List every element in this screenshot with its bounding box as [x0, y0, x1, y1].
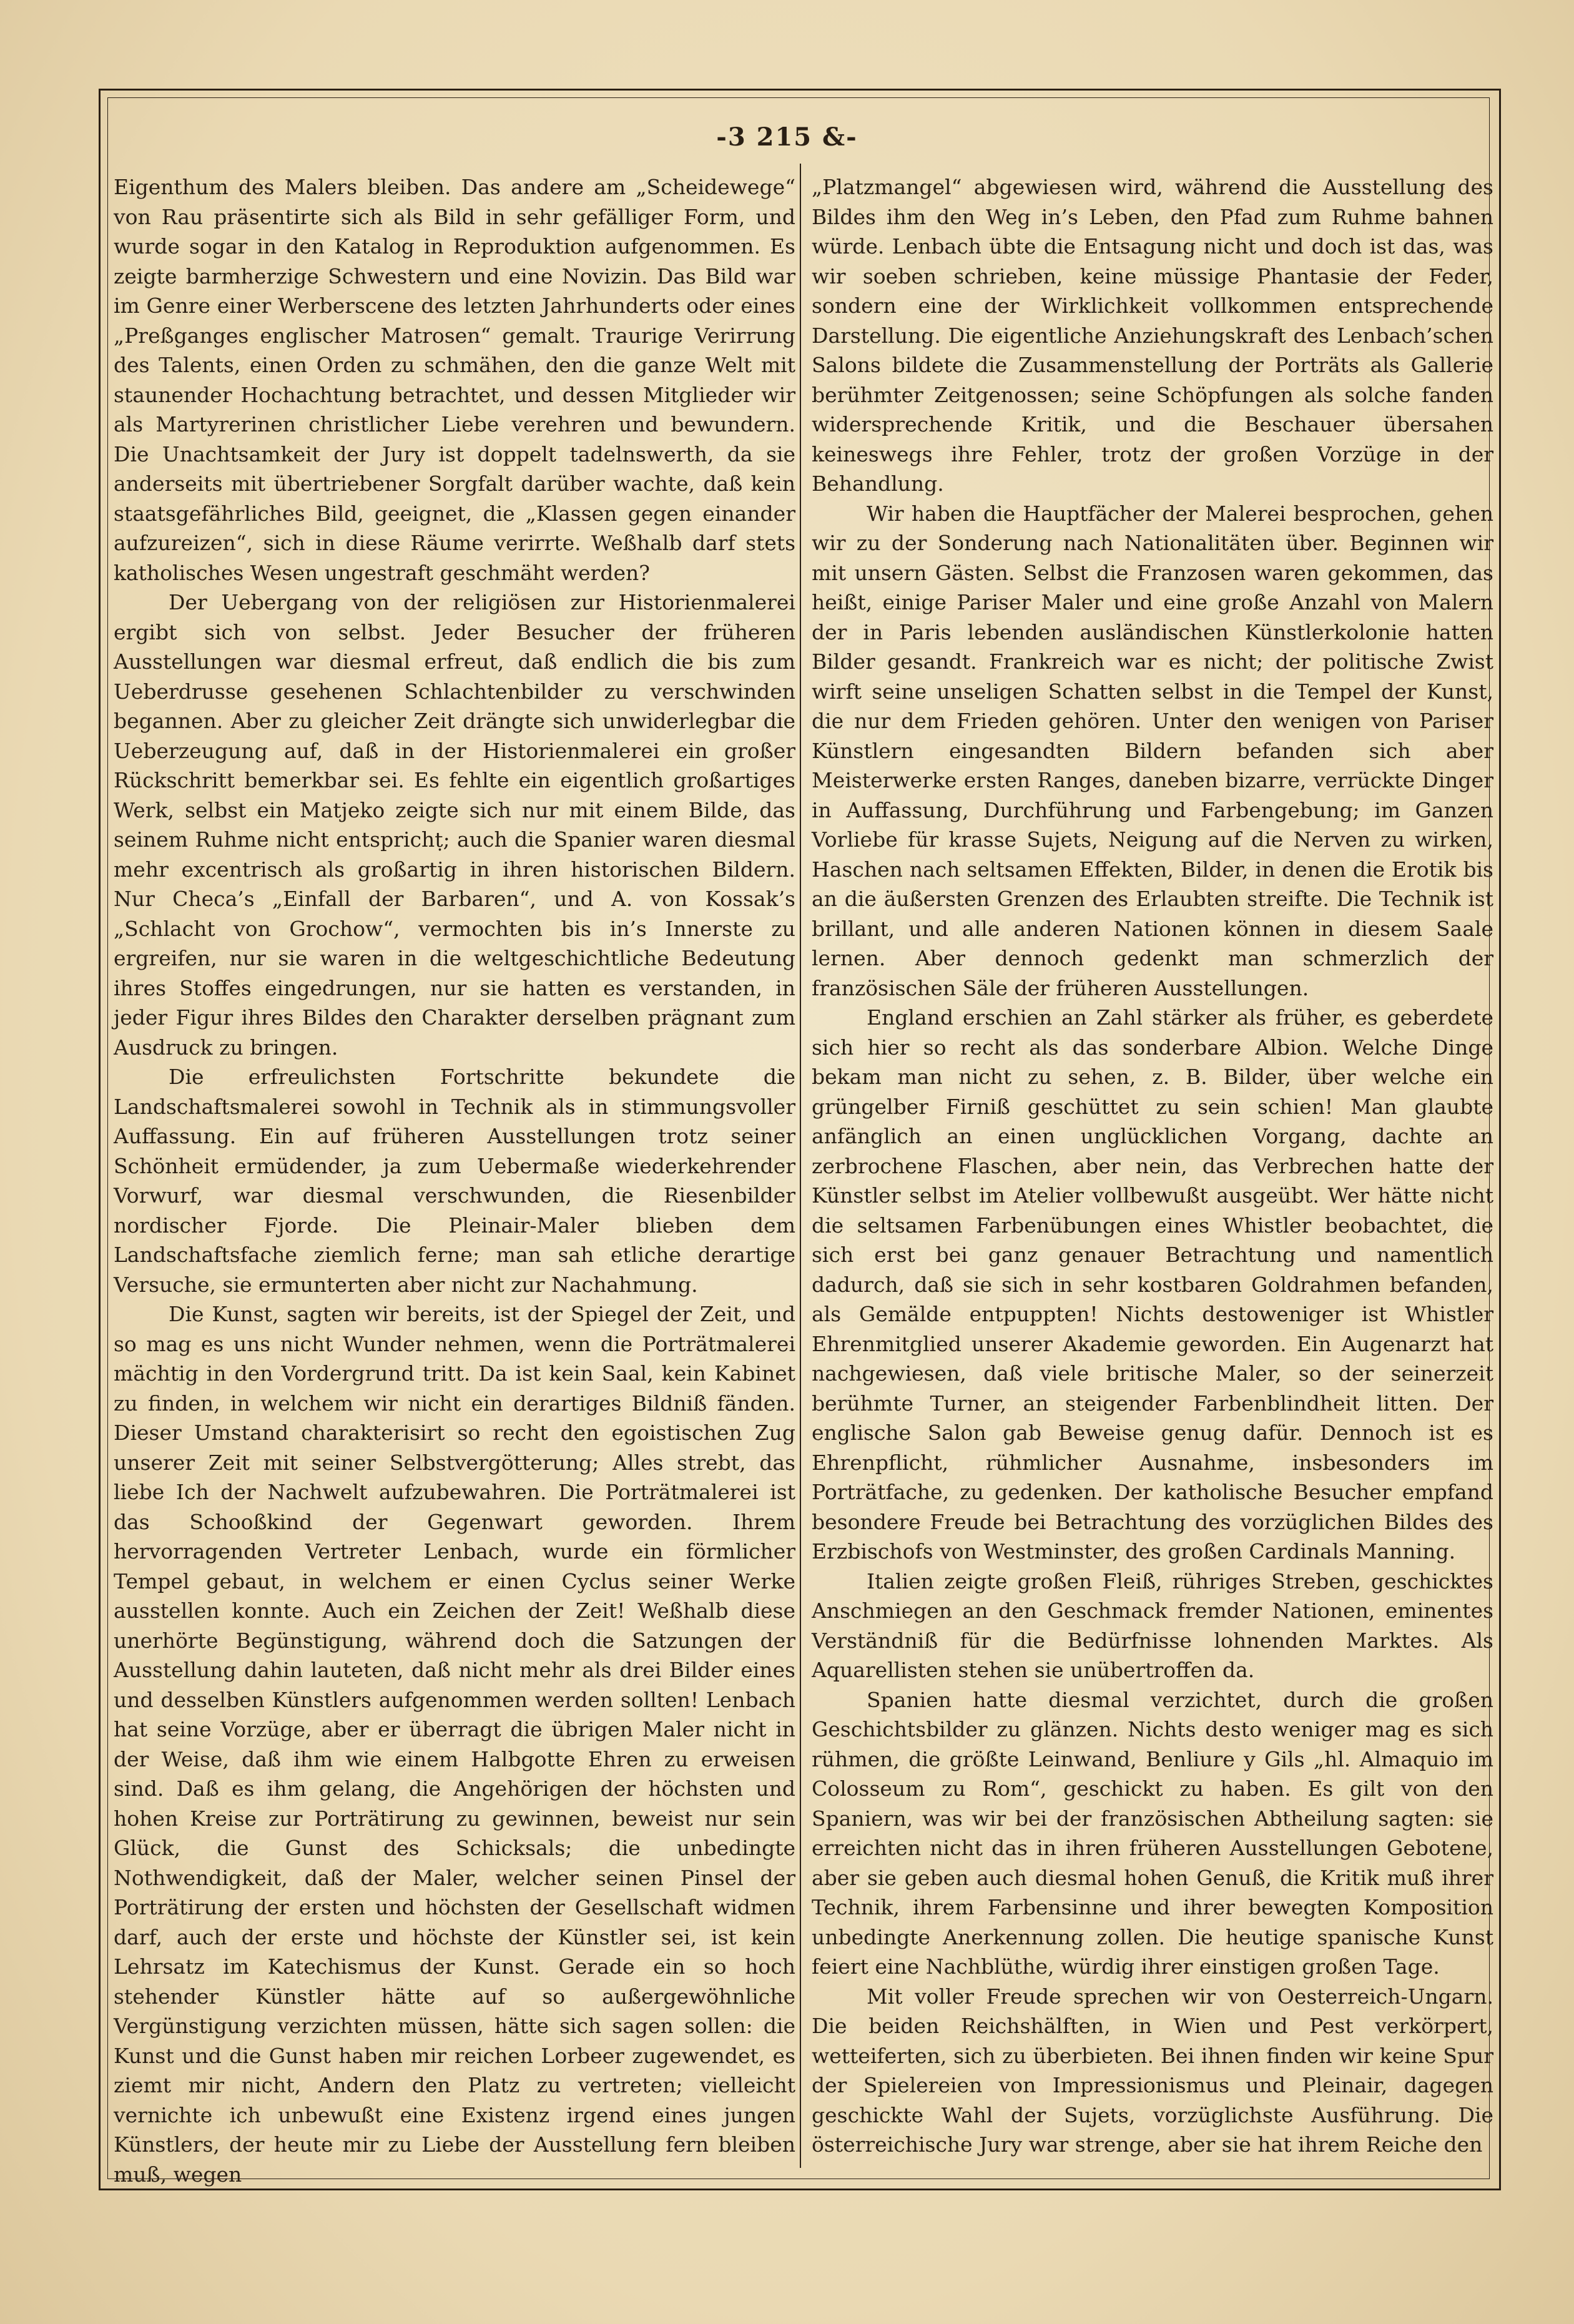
- paragraph: Mit voller Freude sprechen wir von Oesterreich-Ungarn. Die beiden Reichshälften, in Wien und Pest verkörpert, wetteiferten, sich zu überbieten. Bei ihnen finden wir keine Spur der Spielereien von Impressionismus und Pleinair, dagegen geschickte Wahl der Sujets, vorzüglichste Ausführung. Die österreichische Jury war strenge, aber sie hat ihrem Reiche den: [812, 1984, 1493, 2157]
- paragraph: England erschien an Zahl stärker als früher, es geberdete sich hier so recht als das sonderbare Albion. Welche Dinge bekam man nicht zu sehen, z. B. Bilder, über welche ein grüngelber Firniß geschüttet zu sein schien! Man glaubte anfänglich an einen unglücklichen Vorgang, dachte an zerbrochene Flaschen, aber nein, das Verbrechen hatte der Künstler selbst im Atelier vollbewußt ausgeübt. Wer hätte nicht die seltsamen Farbenübungen eines Whistler beobachtet, die sich erst bei ganz genauer Betrachtung und namentlich dadurch, daß sie sich in sehr kostbaren Goldrahmen befanden, als Gemälde entpuppten! Nichts destoweniger ist Whistler Ehrenmitglied unserer Akademie geworden. Ein Augenarzt hat nachgewiesen, daß viele britische Maler, so der seinerzeit berühmte Turner, an steigender Farbenblindheit litten. Der englische Salon gab Beweise genug dafür. Dennoch ist es Ehrenpflicht, rühmlicher Ausnahme, insbesonders im Porträtfache, zu gedenken. Der katholische Besucher empfand besondere Freude bei Betrachtung des vorzüglichen Bildes des Erzbischofs von Westminster, des großen Cardinals Manning.: [812, 1005, 1493, 1563]
- paragraph: Der Uebergang von der religiösen zur Historienmalerei ergibt sich von selbst. Jeder Besucher der früheren Ausstellungen war diesmal erfreut, daß endlich die bis zum Ueberdrusse gesehenen Schlachtenbilder zu verschwinden begannen. Aber zu gleicher Zeit drängte sich unwiderlegbar die Ueberzeugung auf, daß in der Historienmalerei ein großer Rückschritt bemerkbar sei. Es fehlte ein eigentlich großartiges Werk, selbst ein Matjeko zeigte sich nur mit einem Bilde, das seinem Ruhme nicht entsprichṭ; auch die Spanier waren diesmal mehr excentrisch als großartig in ihren historischen Bildern. Nur Checa’s „Einfall der Barbaren“, und A. von Kossak’s „Schlacht von Grochow“, vermochten bis in’s Innerste zu ergreifen, nur sie waren in die weltgeschichtliche Bedeutung ihres Stoffes eingedrungen, nur sie hatten es verstanden, in jeder Figur ihres Bildes den Charakter derselben prägnant zum Ausdruck zu bringen.: [114, 590, 795, 1060]
- page-number: -3 215 &-: [716, 122, 858, 152]
- right-column: [812, 172, 1493, 2170]
- paragraph: „Platzmangel“ abgewiesen wird, während die Ausstellung des Bildes ihm den Weg in’s Leben, den Pfad zum Ruhme bahnen würde. Lenbach übte die Entsagung nicht und doch ist das, was wir soeben schrieben, keine müssige Phantasie der Feder, sondern eine der Wirklichkeit vollkommen entsprechende Darstellung. Die eigentliche Anziehungskraft des Lenbach’schen Salons bildete die Zusammenstellung der Porträts als Gallerie berühmter Zeitgenossen; seine Schöpfungen als solche fanden widersprechende Kritik, und die Beschauer übersahen keineswegs ihre Fehler, trotz der großen Vorzüge in der Behandlung.: [812, 175, 1493, 496]
- paragraph: Italien zeigte großen Fleiß, rühriges Streben, geschicktes Anschmiegen an den Geschmack fremder Nationen, eminentes Verständniß für die Bedürfnisse lohnenden Marktes. Als Aquarellisten stehen sie unübertroffen da.: [812, 1568, 1493, 1682]
- left-column: [114, 172, 795, 2187]
- paragraph: Eigenthum des Malers bleiben. Das andere am „Scheidewege“ von Rau präsentirte sich als Bild in sehr gefälliger Form, und wurde sogar in den Katalog in Reproduktion aufgenommen. Es zeigte barmherzige Schwestern und eine Novizin. Das Bild war im Genre einer Werberscene des letzten Jahrhunderts oder eines „Preßganges englischer Matrosen“ gemalt. Traurige Verirrung des Talents, einen Orden zu schmähen, den die ganze Welt mit staunender Hochachtung betrachtet, und dessen Mitglieder wir als Martyrerinen christlicher Liebe verehren und bewundern. Die Unachtsamkeit der Jury ist doppelt tadelnswerth, da sie anderseits mit übertriebener Sorgfalt darüber wachte, daß kein staatsgefährliches Bild, geeignet, die „Klassen gegen einander aufzureizen“, sich in diese Räume verirrte. Weßhalb darf stets katholisches Wesen ungestraft geschmäht werden?: [114, 175, 795, 585]
- paragraph: Die Kunst, sagten wir bereits, ist der Spiegel der Zeit, und so mag es uns nicht Wunder nehmen, wenn die Porträtmalerei mächtig in den Vordergrund tritt. Da ist kein Saal, kein Kabinet zu finden, in welchem wir nicht ein derartiges Bildniß fänden. Dieser Umstand charakterisirt so recht den egoistischen Zug unserer Zeit mit seiner Selbstvergötterung; Alles strebt, das liebe Ich der Nachwelt aufzubewahren. Die Porträtmalerei ist das Schooßkind der Gegenwart geworden. Ihrem hervorragenden Vertreter Lenbach, wurde ein förmlicher Tempel gebaut, in welchem er einen Cyclus seiner Werke ausstellen konnte. Auch ein Zeichen der Zeit! Weßhalb diese unerhörte Begünstigung, während doch die Satzungen der Ausstellung dahin lauteten, daß nicht mehr als drei Bilder eines und desselben Künstlers aufgenommen werden sollten! Lenbach hat seine Vorzüge, aber er überragt die übrigen Maler nicht in der Weise, daß ihm wie einem Halbgotte Ehren zu erweisen sind. Daß es ihm gelang, die Angehörigen der höchsten und hohen Kreise zur Porträtirung zu gewinnen, beweist nur sein Glück, die Gunst des Schicksals; die unbedingte Nothwendigkeit, daß der Maler, welcher seinen Pinsel der Porträtirung der ersten und höchsten der Gesellschaft widmen darf, auch der erste und höchste der Künstler sei, ist kein Lehrsatz im Katechismus der Kunst. Gerade ein so hoch stehender Künstler hätte auf so außergewöhnliche Vergünstigung verzichten müssen, hätte sich sagen sollen: die Kunst und die Gunst haben mir reichen Lorbeer zugewendet, es ziemt mir nicht, Andern den Platz zu vertreten; vielleicht vernichte ich unbewußt eine Existenz irgend eines jungen Künstlers, der heute mir zu Liebe der Ausstellung fern bleiben muß, wegen: [114, 1302, 795, 2187]
- column-divider: [800, 164, 801, 2168]
- paragraph: Wir haben die Hauptfächer der Malerei besprochen, gehen wir zu der Sonderung nach Nationalitäten über. Beginnen wir mit unsern Gästen. Selbst die Franzosen waren gekommen, das heißt, einige Pariser Maler und eine große Anzahl von Malern der in Paris lebenden ausländischen Künstlerkolonie hatten Bilder gesandt. Frankreich war es nicht; der politische Zwist wirft seine unseligen Schatten selbst in die Tempel der Kunst, die nur dem Frieden gehören. Unter den wenigen von Pariser Künstlern eingesandten Bildern befanden sich aber Meisterwerke ersten Ranges, daneben bizarre, verrückte Dinger in Auffassung, Durchführung und Farbengebung; im Ganzen Vorliebe für krasse Sujets, Neigung auf die Nerven zu wirken, Haschen nach seltsamen Effekten, Bilder, in denen die Erotik bis an die äußersten Grenzen des Erlaubten streifte. Die Technik ist brillant, und alle anderen Nationen können in diesem Saale lernen. Aber dennoch gedenkt man schmerzlich der französischen Säle der früheren Ausstellungen.: [812, 501, 1493, 1000]
- paragraph: Spanien hatte diesmal verzichtet, durch die großen Geschichtsbilder zu glänzen. Nichts desto weniger mag es sich rühmen, die größte Leinwand, Benliure y Gils „hl. Almaquio im Colosseum zu Rom“, geschickt zu haben. Es gilt von den Spaniern, was wir bei der französischen Abtheilung sagten: sie erreichten nicht das in ihren früheren Ausstellungen Gebotene, aber sie geben auch diesmal hohen Genuß, die Kritik muß ihrer Technik, ihrem Farbensinne und ihrer bewegten Komposition unbedingte Anerkennung zollen. Die heutige spanische Kunst feiert eine Nachblüthe, würdig ihrer einstigen großen Tage.: [812, 1687, 1493, 1979]
- paragraph: Die erfreulichsten Fortschritte bekundete die Landschaftsmalerei sowohl in Technik als in stimmungsvoller Auffassung. Ein auf früheren Ausstellungen trotz seiner Schönheit ermüdender, ja zum Uebermaße wiederkehrender Vorwurf, war diesmal verschwunden, die Riesenbilder nordischer Fjorde. Die Pleinair-Maler blieben dem Landschaftsfache ziemlich ferne; man sah etliche derartige Versuche, sie ermunterten aber nicht zur Nachahmung.: [114, 1065, 795, 1297]
